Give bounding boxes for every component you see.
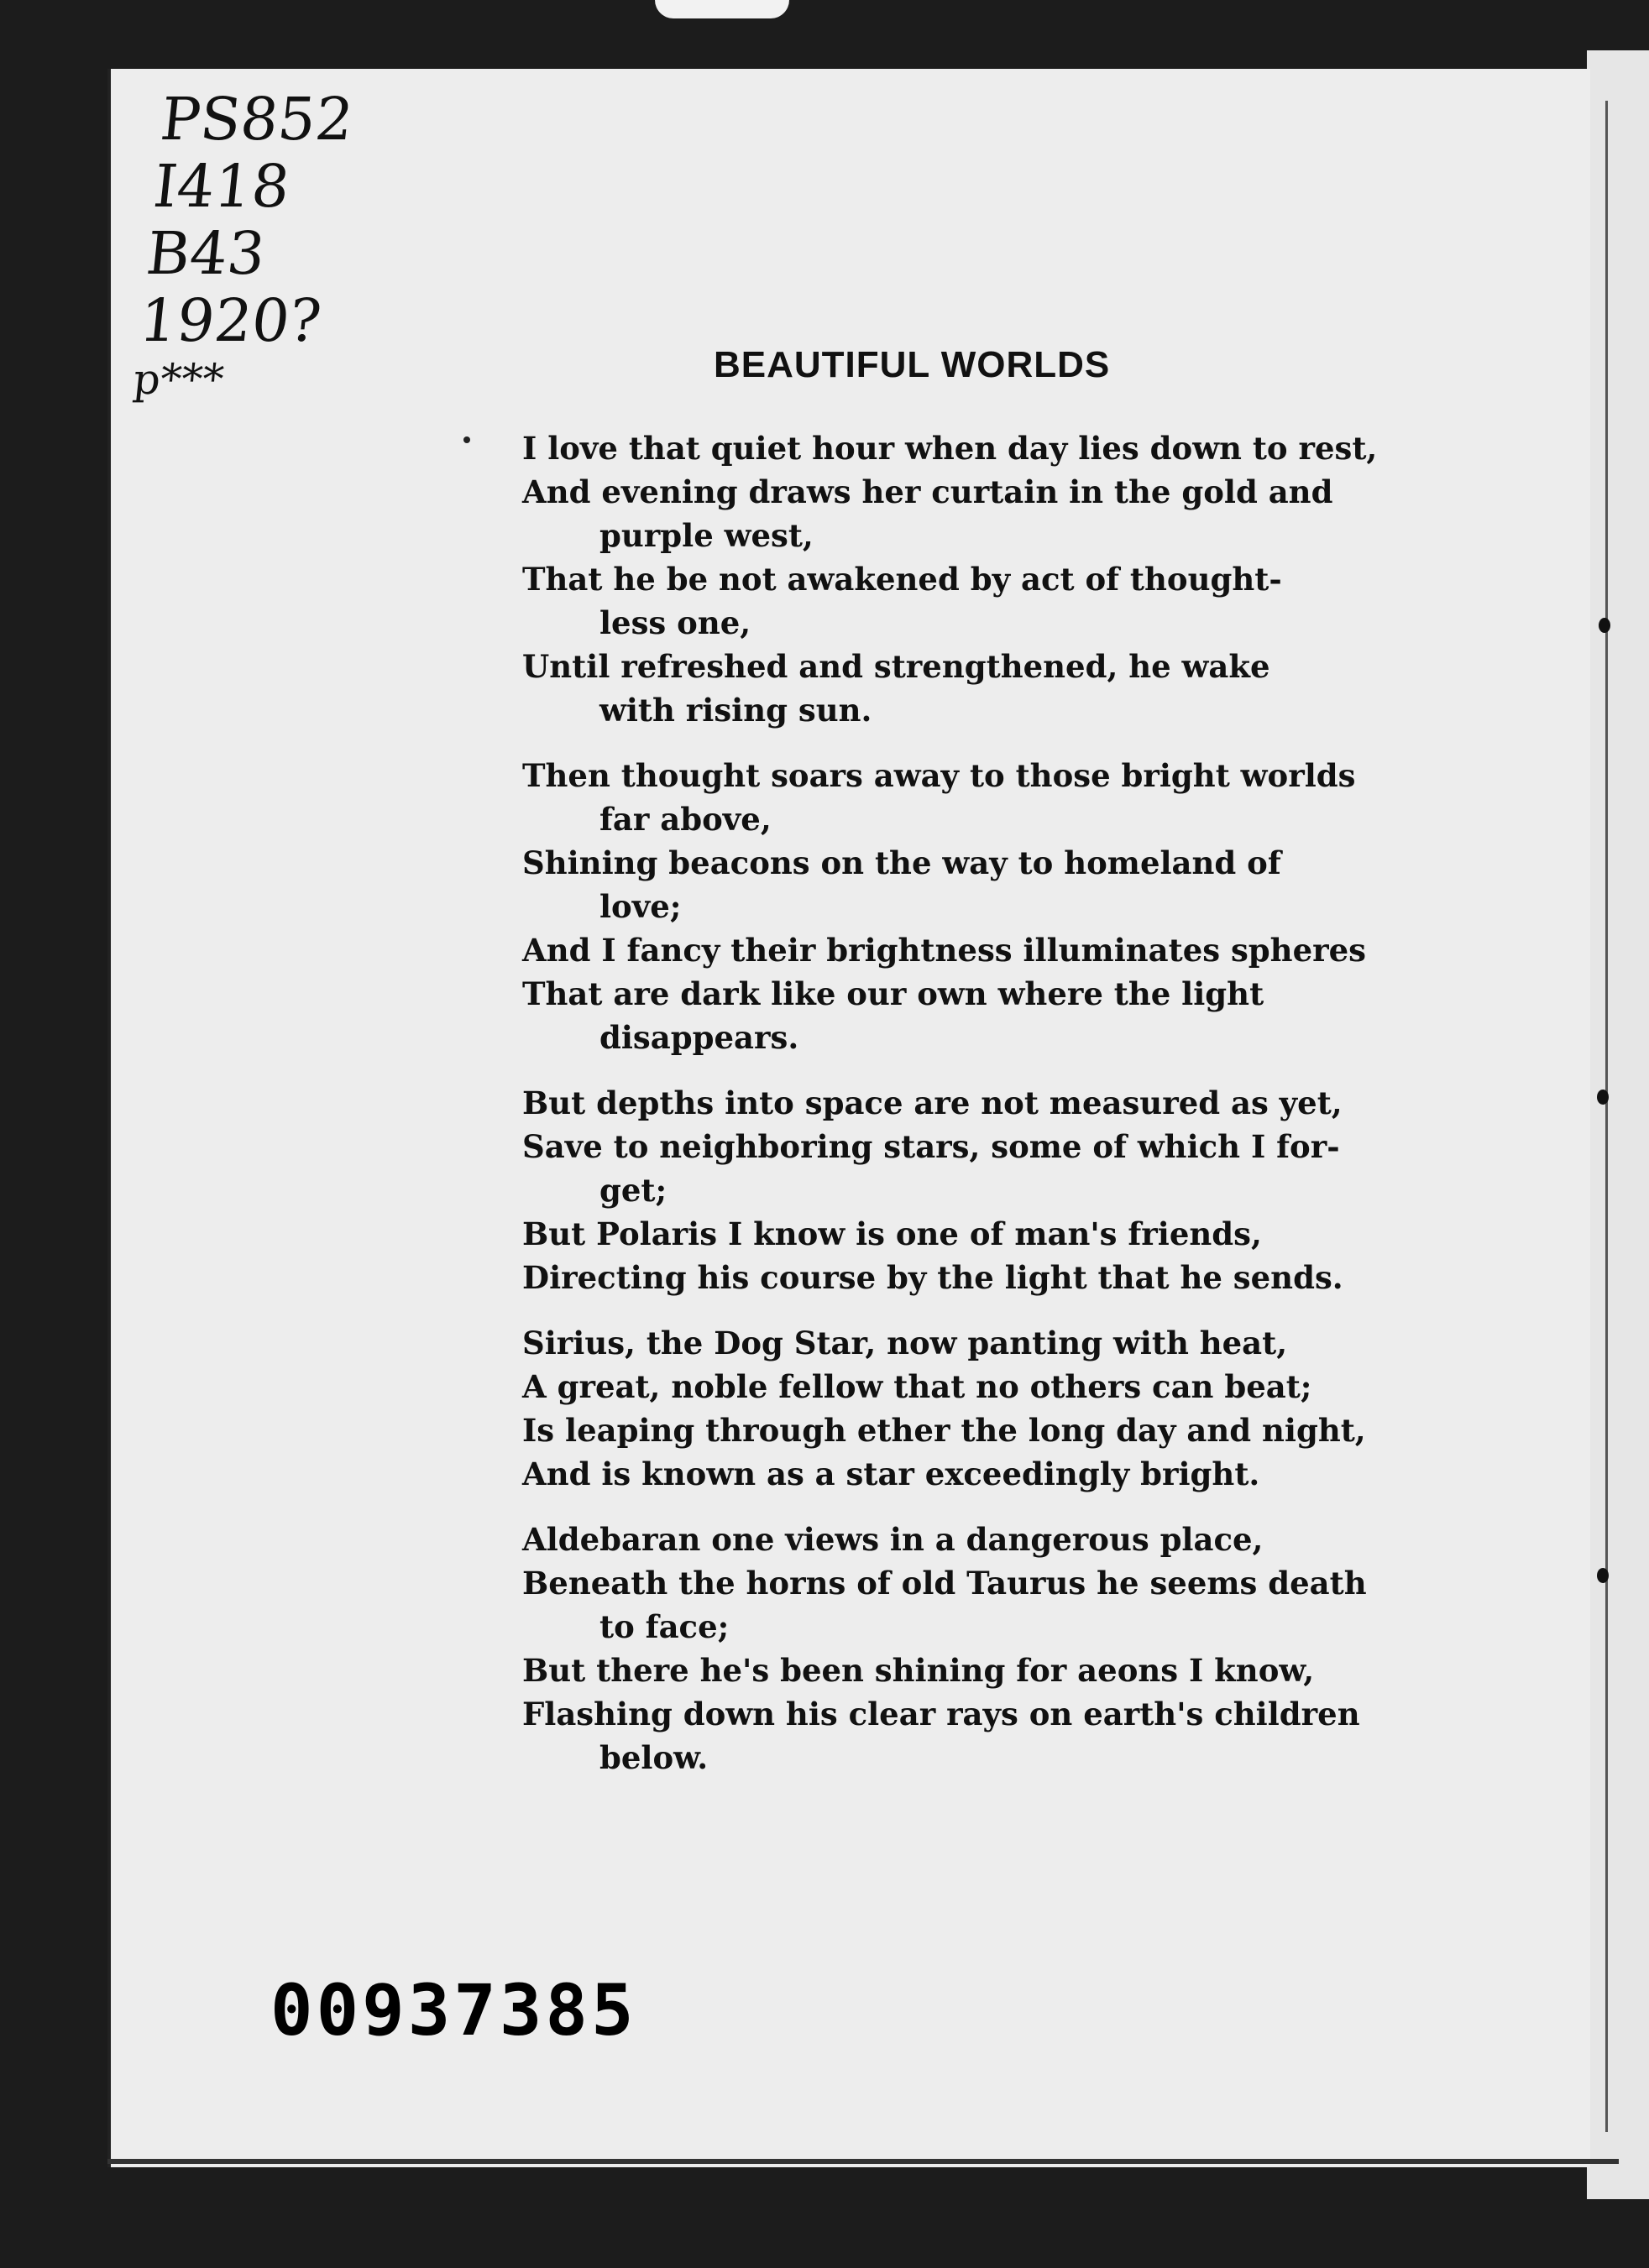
handwritten-call-number [131,86,357,405]
poem-line: Sirius, the Dog Star, now panting with heat, [522,1325,1288,1361]
call-number-line: B43 [143,219,269,288]
poem-line: Save to neighboring stars, some of which I for- [522,1128,1340,1165]
poem-line: get; [599,1172,667,1209]
poem-line: But depths into space are not measured as yet, [522,1084,1343,1121]
poem-line: But Polaris I know is one of man's friends, [522,1215,1262,1252]
gutter-mark [1597,1090,1609,1105]
poem-line: below. [599,1739,709,1776]
poem-line: And I fancy their brightness illuminates spheres [522,932,1366,969]
poem-line: Beneath the horns of old Taurus he seems death [522,1565,1367,1602]
poem-body [522,426,1412,1801]
poem-title: BEAUTIFUL WORLDS [714,344,1111,385]
call-number-line: I418 [150,152,293,221]
call-number-line: PS852 [157,85,357,154]
poem-line: I love that quiet hour when day lies down to rest, [522,430,1378,467]
poem-line: Is leaping through ether the long day and night, [522,1412,1366,1449]
poem-line: far above, [599,801,772,838]
poem-line: But there he's been shining for aeons I know, [522,1652,1315,1689]
poem-line: Aldebaran one views in a dangerous place, [522,1521,1264,1558]
accession-number: 00937385 [270,1969,637,2051]
poem-line: Until refreshed and strengthened, he wake [522,648,1270,685]
call-number-line: 1920? [136,286,325,355]
poem-line: less one, [599,604,751,641]
poem-line: Directing his course by the light that he sends. [522,1259,1343,1296]
poem-line: to face; [599,1608,730,1645]
facing-page-edge [1587,50,1649,2199]
gutter-mark [1597,1568,1609,1583]
poem-line: Flashing down his clear rays on earth's children [522,1696,1360,1732]
poem-line: with rising sun. [599,692,872,729]
poem-line: And is known as a star exceedingly bright. [522,1455,1260,1492]
call-number-line: p*** [131,355,227,404]
stray-mark [463,436,470,443]
poem-line: purple west, [599,517,814,554]
poem-stanza [522,1321,1412,1496]
poem-stanza [522,1081,1412,1299]
poem-stanza [522,754,1412,1059]
poem-stanza [522,426,1412,732]
poem-line: A great, noble fellow that no others can beat; [522,1368,1312,1405]
gutter-line [1605,101,1608,2132]
poem-stanza [522,1518,1412,1779]
poem-line: Then thought soars away to those bright worlds [522,757,1356,794]
poem-line: That are dark like our own where the light [522,975,1264,1012]
poem-line: And evening draws her curtain in the gold and [522,473,1333,510]
scan-smudge [655,0,789,18]
poem-line: disappears. [599,1019,799,1056]
poem-line: Shining beacons on the way to homeland of [522,844,1281,881]
poem-line: That he be not awakened by act of thought- [522,561,1282,598]
poem-line: love; [599,888,682,925]
gutter-mark [1599,618,1610,633]
page-bottom-edge [107,2159,1619,2164]
